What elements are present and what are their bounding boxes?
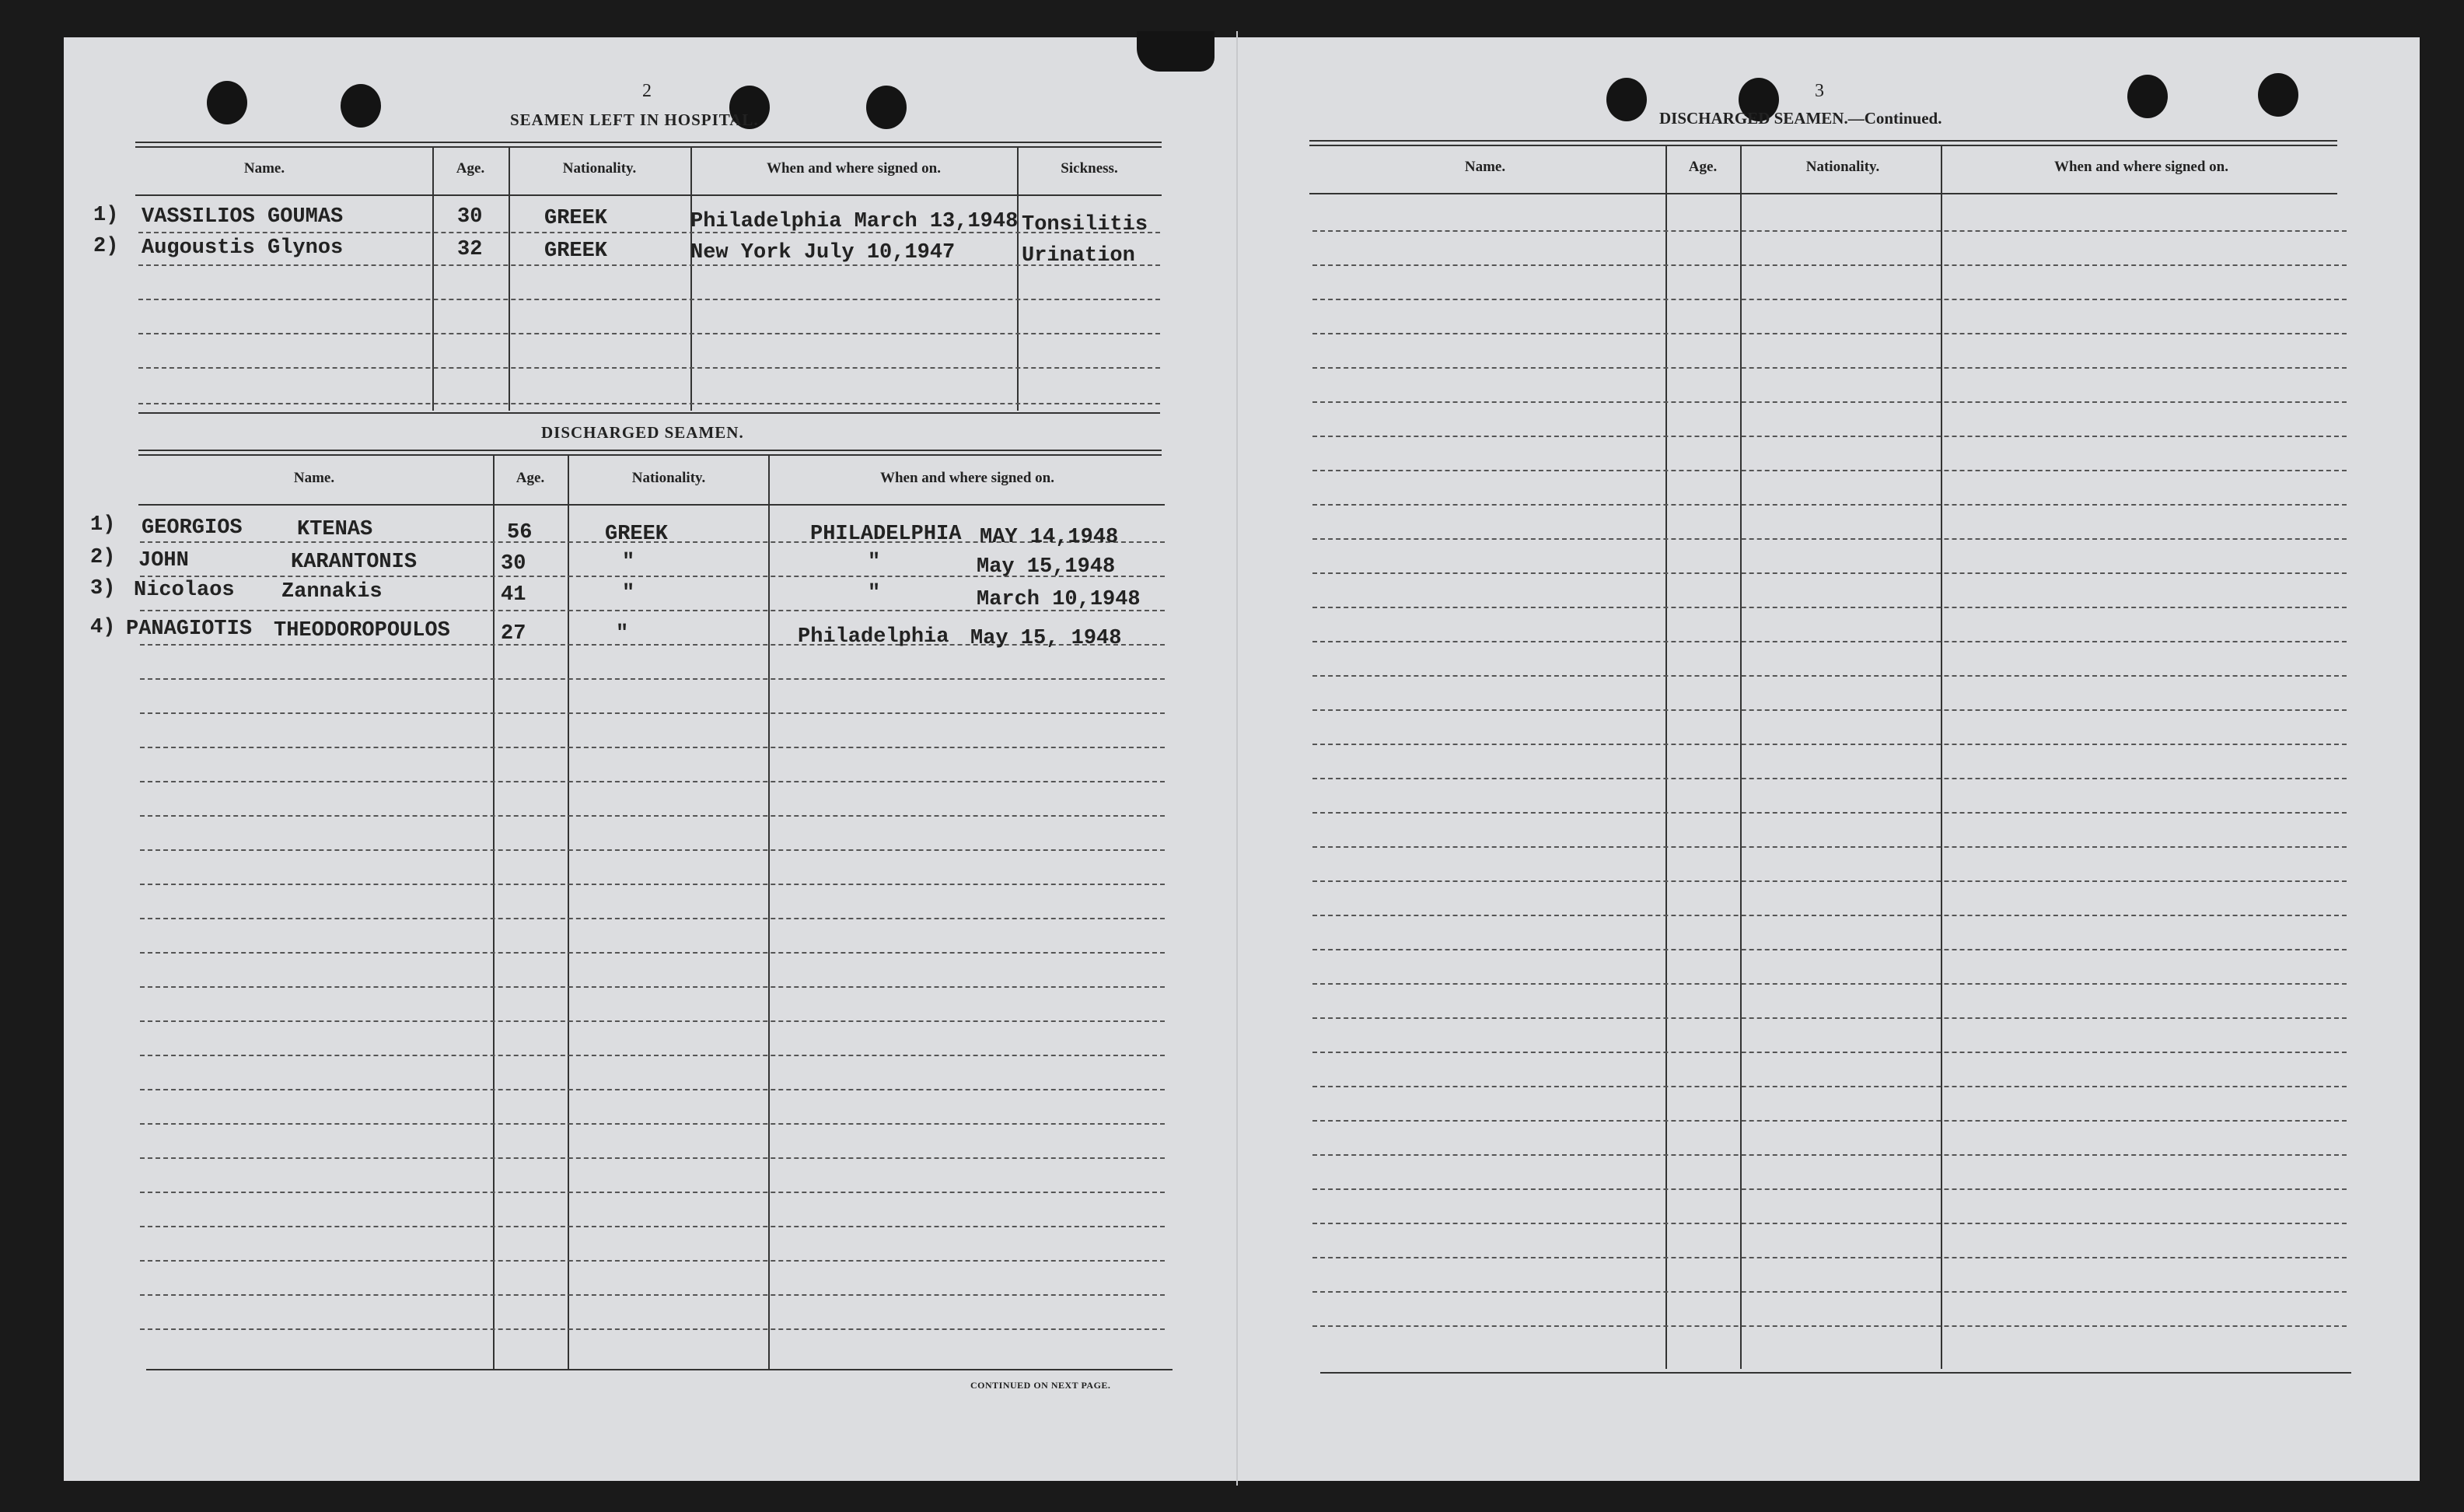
- discharged-col-nationality: Nationality.: [631, 470, 706, 486]
- discharged-table-top-rule: [138, 450, 1162, 456]
- punch-hole: [341, 84, 381, 128]
- page-number-right: 3: [1815, 81, 1824, 101]
- hospital-col-divider: [1017, 148, 1019, 411]
- ruled-line: [1312, 1017, 2347, 1019]
- hospital-col-divider: [690, 148, 692, 411]
- hospital-col-nationality: Nationality.: [562, 160, 637, 177]
- ruled-line: [140, 1226, 1165, 1227]
- right-bottom-rule: [1320, 1372, 2351, 1374]
- row-index: 3): [90, 577, 116, 600]
- ruled-line: [138, 333, 1160, 334]
- seaman-age: 56: [507, 521, 533, 544]
- right-col-divider: [1941, 146, 1942, 1369]
- right-table-top-rule: [1309, 140, 2337, 146]
- seaman-nationality: ": [616, 622, 629, 646]
- ruled-line: [1312, 915, 2347, 916]
- discharged-bottom-rule: [146, 1369, 1173, 1370]
- ruled-line: [138, 264, 1160, 266]
- hospital-col-signed-on: When and where signed on.: [766, 160, 942, 177]
- punch-hole: [207, 81, 247, 124]
- ruled-line: [1312, 538, 2347, 540]
- hospital-col-name: Name.: [243, 160, 285, 177]
- ruled-line: [140, 952, 1165, 954]
- discharged-header-rule: [138, 504, 1165, 506]
- seaman-signed-on: New York July 10,1947: [690, 241, 956, 264]
- seaman-age: 32: [457, 238, 483, 261]
- ruled-line: [1312, 607, 2347, 608]
- punch-hole: [2127, 75, 2168, 118]
- row-index: 1): [93, 204, 119, 227]
- hospital-col-sickness: Sickness.: [1061, 160, 1118, 177]
- ruled-line: [1312, 1154, 2347, 1156]
- ruled-line: [140, 986, 1165, 988]
- seaman-first-name: PANAGIOTIS: [126, 618, 253, 641]
- signed-on-date: May 15,1948: [977, 555, 1116, 579]
- signed-on-place: ": [868, 551, 881, 574]
- hospital-header-rule: [135, 194, 1162, 196]
- punch-hole: [1606, 78, 1647, 121]
- seaman-nationality: GREEK: [544, 240, 608, 263]
- ruled-line: [1312, 572, 2347, 574]
- ruled-line: [1312, 846, 2347, 848]
- seaman-sickness: Urination: [1022, 244, 1135, 268]
- ruled-line: [140, 1157, 1165, 1159]
- signed-on-place: ": [868, 582, 881, 605]
- hospital-col-age: Age.: [456, 160, 485, 177]
- ruled-line: [1312, 436, 2347, 437]
- ruled-line: [138, 299, 1160, 300]
- ruled-line: [1312, 1325, 2347, 1327]
- ruled-line: [1312, 1223, 2347, 1224]
- seaman-age: 30: [501, 552, 526, 576]
- ruled-line: [1312, 230, 2347, 232]
- ruled-line: [140, 1260, 1165, 1262]
- hospital-bottom-rule: [138, 412, 1160, 414]
- ruled-line: [1312, 744, 2347, 745]
- seaman-name: Augoustis Glynos: [142, 236, 344, 260]
- ruled-line: [140, 849, 1165, 851]
- seaman-name: VASSILIOS GOUMAS: [142, 205, 344, 229]
- ruled-line: [140, 1089, 1165, 1090]
- ruled-line: [140, 918, 1165, 919]
- seaman-last-name: KTENAS: [297, 518, 373, 541]
- ruled-line: [140, 781, 1165, 782]
- seaman-age: 27: [501, 622, 526, 646]
- seaman-age: 30: [457, 205, 483, 229]
- ruled-line: [1312, 1120, 2347, 1122]
- ruled-line: [1312, 983, 2347, 985]
- discharged-col-divider: [568, 456, 569, 1369]
- ruled-line: [1312, 709, 2347, 711]
- ruled-line: [1312, 675, 2347, 677]
- hospital-col-divider: [432, 148, 434, 411]
- seaman-first-name: Nicolaos: [134, 579, 235, 602]
- document-sheet: [64, 37, 2420, 1481]
- ruled-line: [1312, 401, 2347, 403]
- ruled-line: [1312, 504, 2347, 506]
- discharged-col-name: Name.: [293, 470, 335, 486]
- seaman-nationality: GREEK: [605, 523, 669, 546]
- ruled-line: [1312, 880, 2347, 882]
- seaman-age: 41: [501, 583, 526, 607]
- right-col-signed-on: When and where signed on.: [2053, 159, 2229, 175]
- ruled-line: [1312, 812, 2347, 814]
- ruled-line: [1312, 1188, 2347, 1190]
- ruled-line: [1312, 264, 2347, 266]
- ruled-line: [140, 815, 1165, 817]
- seaman-nationality: GREEK: [544, 207, 608, 230]
- signed-on-date: MAY 14,1948: [980, 526, 1119, 549]
- punch-hole: [2258, 73, 2298, 117]
- ruled-line: [140, 747, 1165, 748]
- ruled-line: [140, 884, 1165, 885]
- ruled-line: [1312, 1086, 2347, 1087]
- seaman-last-name: KARANTONIS: [291, 551, 418, 574]
- hospital-table-top-rule: [135, 142, 1162, 148]
- ruled-line: [1312, 367, 2347, 369]
- ruled-line: [140, 1192, 1165, 1193]
- ruled-line: [140, 1055, 1165, 1056]
- hospital-col-divider: [509, 148, 510, 411]
- hospital-section-title: SEAMEN LEFT IN HOSPITAL.: [510, 110, 759, 129]
- right-col-divider: [1665, 146, 1667, 1369]
- row-index: 2): [90, 546, 116, 569]
- ruled-line: [1312, 1052, 2347, 1053]
- signed-on-place: PHILADELPHIA: [810, 523, 962, 546]
- ruled-line: [1312, 1291, 2347, 1293]
- punch-hole: [866, 86, 907, 129]
- right-col-age: Age.: [1688, 159, 1718, 175]
- ruled-line: [140, 712, 1165, 714]
- torn-edge: [1137, 31, 1215, 72]
- right-col-divider: [1740, 146, 1742, 1369]
- right-col-nationality: Nationality.: [1805, 159, 1880, 175]
- ruled-line: [1312, 778, 2347, 779]
- seaman-last-name: THEODOROPOULOS: [274, 619, 450, 642]
- seaman-sickness: Tonsilitis: [1022, 213, 1148, 236]
- signed-on-date: March 10,1948: [977, 588, 1141, 611]
- ruled-line: [138, 403, 1160, 404]
- ruled-line: [140, 1020, 1165, 1022]
- row-index: 2): [93, 235, 119, 258]
- discharged-col-age: Age.: [516, 470, 545, 486]
- ruled-line: [140, 1123, 1165, 1125]
- ruled-line: [138, 367, 1160, 369]
- discharged-col-divider: [493, 456, 495, 1369]
- ruled-line: [1312, 333, 2347, 334]
- seaman-signed-on: Philadelphia March 13,1948: [690, 210, 1019, 233]
- seaman-first-name: JOHN: [138, 549, 189, 572]
- row-index: 1): [90, 513, 116, 537]
- discharged-section-title: DISCHARGED SEAMEN.: [541, 423, 744, 442]
- signed-on-place: Philadelphia: [798, 625, 949, 649]
- ruled-line: [1312, 299, 2347, 300]
- discharged-col-divider: [768, 456, 770, 1369]
- right-col-name: Name.: [1464, 159, 1506, 175]
- ruled-line: [1312, 470, 2347, 471]
- ruled-line: [1312, 641, 2347, 642]
- discharged-continued-title: DISCHARGED SEAMEN.—Continued.: [1659, 109, 1942, 128]
- ruled-line: [140, 1328, 1165, 1330]
- ruled-line: [1312, 1257, 2347, 1258]
- seaman-nationality: ": [622, 582, 635, 605]
- seaman-nationality: ": [622, 551, 635, 574]
- ruled-line: [140, 678, 1165, 680]
- right-header-rule: [1309, 193, 2337, 194]
- continued-footer: CONTINUED ON NEXT PAGE.: [970, 1380, 1111, 1391]
- ruled-line: [1312, 949, 2347, 950]
- ruled-line: [140, 1294, 1165, 1296]
- discharged-col-signed-on: When and where signed on.: [879, 470, 1055, 486]
- page-number-left: 2: [642, 81, 652, 101]
- page-fold: [1236, 31, 1238, 1486]
- signed-on-date: May 15, 1948: [970, 627, 1122, 650]
- seaman-first-name: GEORGIOS: [142, 516, 243, 540]
- row-index: 4): [90, 616, 116, 639]
- seaman-last-name: Zannakis: [281, 580, 383, 604]
